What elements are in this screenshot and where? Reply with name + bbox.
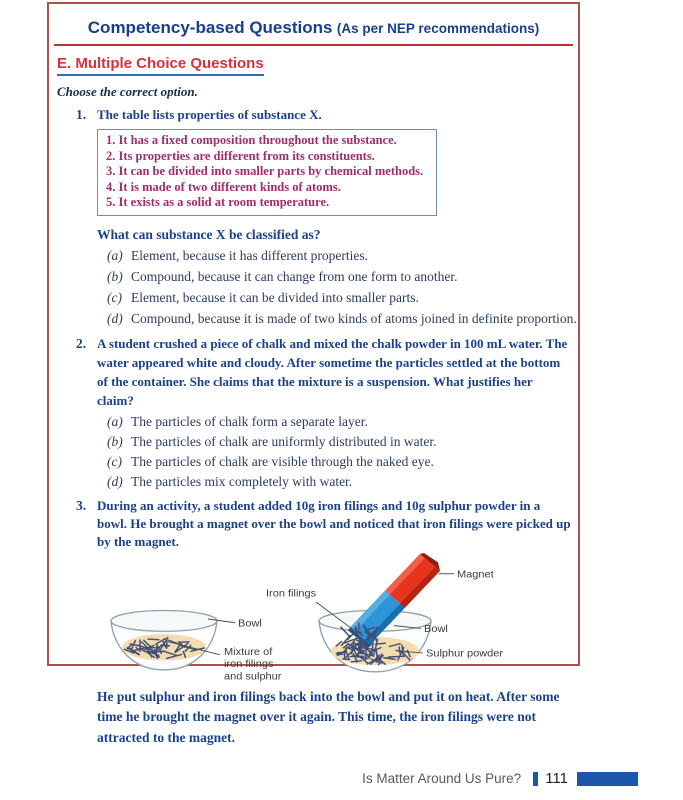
property-item: 2. Its properties are different from its constituents. (106, 148, 375, 163)
q2-option-a (107, 414, 580, 430)
q2-option-d (107, 474, 580, 490)
property-item: 3. It can be divided into smaller parts by chemical methods. (106, 164, 424, 178)
page-title-sub: (As per NEP recommendations) (336, 21, 540, 36)
question-3-stem: During an activity, a student added 10g iron filings and 10g sulphur powder in a bowl. He brought a magnet over the bowl and noticed that iron filings were picked up by the magnet. (97, 497, 571, 549)
option-text: The particles of chalk form a separate layer. (131, 413, 368, 429)
iron-filing (342, 658, 350, 659)
question-3 (47, 497, 580, 551)
option-letter: (c) (107, 453, 122, 469)
footer-accent-tick (533, 772, 538, 786)
question-1-stem: The table lists properties of substance X. (97, 107, 322, 122)
q1-option-b (107, 269, 580, 285)
option-letter: (d) (107, 310, 123, 326)
header-rule (54, 44, 573, 46)
option-letter: (a) (107, 413, 123, 429)
property-item: 1. It has a fixed composition throughout the substance. (106, 133, 397, 147)
footer-page-number: 111 (545, 770, 568, 787)
label-sulphur-powder: Sulphur powder (426, 647, 504, 660)
iron-filing (148, 639, 160, 640)
option-letter: (a) (107, 247, 123, 263)
instruction-text: Choose the correct option. (57, 84, 198, 99)
option-text: The particles of chalk are visible through the naked eye. (131, 453, 434, 469)
diagram-svg (88, 553, 540, 685)
label-iron-filings: Iron filings (266, 587, 317, 599)
question-2 (47, 334, 580, 410)
section-heading-wrap (57, 55, 580, 76)
option-text: The particles mix completely with water. (131, 473, 353, 489)
option-letter: (c) (107, 289, 122, 305)
properties-box (97, 129, 437, 216)
property-item: 5. It exists as a solid at room temperature. (106, 195, 330, 209)
q2-option-b (107, 434, 580, 450)
label-bowl-right: Bowl (423, 622, 448, 635)
option-letter: (b) (107, 268, 123, 284)
footer-chapter-title: Is Matter Around Us Pure? (362, 771, 522, 786)
label-mixture-line1: Mixture of (224, 645, 273, 658)
question-2-number: 2. (76, 335, 87, 351)
option-text: Compound, because it is made of two kinds of atoms joined in definite proportion. (131, 310, 577, 326)
option-text: Element, because it can be divided into smaller parts. (131, 289, 419, 305)
question-3-number: 3. (76, 497, 87, 513)
q1-option-a (107, 248, 580, 264)
iron-filing (399, 646, 400, 653)
option-text: The particles of chalk are uniformly distributed in water. (131, 433, 437, 449)
label-magnet: Magnet (457, 568, 494, 580)
option-text: Compound, because it can change from one form to another. (131, 268, 458, 284)
iron-filing (358, 622, 359, 631)
q1-option-d (107, 311, 580, 327)
question-3-continuation: He put sulphur and iron filings back into the bowl and put it on heat. After some time he brought the magnet over it again. This time, the iron filings were not attracted to the magnet. (97, 688, 560, 745)
label-mixture-line2: iron filings (224, 657, 274, 670)
label-mixture-line3: and sulphur (224, 670, 282, 682)
label-bowl-left: Bowl (238, 617, 262, 629)
iron-sulphur-diagram (88, 553, 540, 685)
q2-option-c (107, 454, 580, 470)
question-1 (47, 105, 580, 124)
footer-accent-bar (577, 772, 638, 786)
page-footer (0, 770, 683, 787)
option-text: Element, because it has different properties. (131, 247, 369, 263)
question-1-number: 1. (76, 107, 87, 122)
question-1-subquestion: What can substance X be classified as? (97, 226, 321, 242)
page-title-main: Competency-based Questions (87, 18, 333, 37)
page-title (47, 17, 580, 39)
question-2-stem: A student crushed a piece of chalk and mixed the chalk powder in 100 mL water. The water appeared white and cloudy. After sometime the particles settled at the bottom of the container. She claims that the mixture is a suspension. What justifies her claim? (97, 335, 568, 408)
bowl-left-powder (122, 634, 206, 660)
bowl-left-rim (111, 610, 217, 631)
q1-option-c (107, 290, 580, 306)
option-letter: (d) (107, 473, 123, 489)
option-letter: (b) (107, 433, 123, 449)
iron-filing (388, 656, 405, 657)
section-heading: E. Multiple Choice Questions (57, 55, 264, 76)
page-content (47, 2, 580, 748)
property-item: 4. It is made of two different kinds of atoms. (106, 179, 341, 194)
